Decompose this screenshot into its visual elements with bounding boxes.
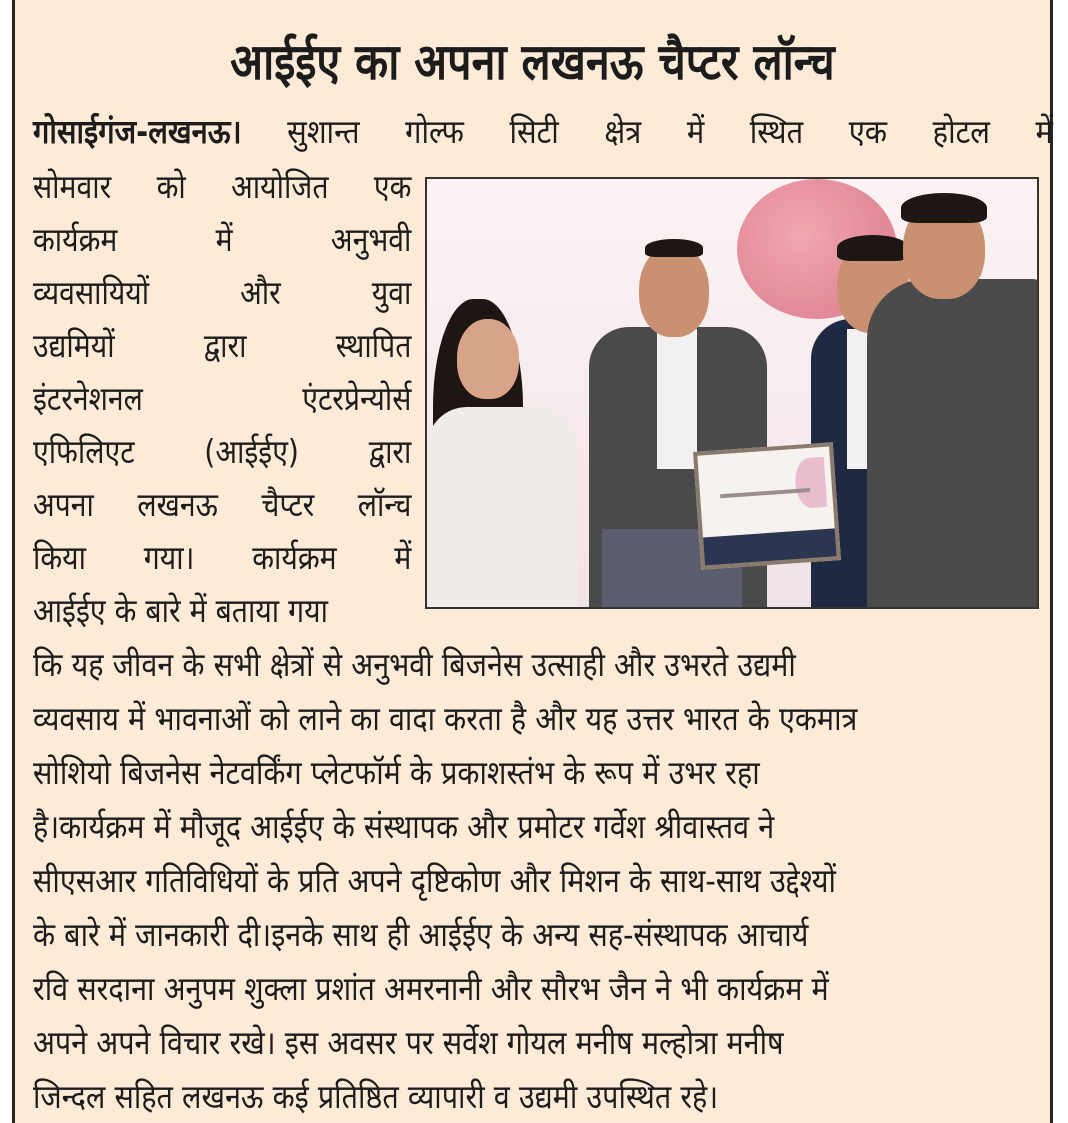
- word: सिटी: [509, 112, 559, 151]
- headline: आईईए का अपना लखनऊ चैप्टर लॉन्च: [230, 33, 835, 91]
- article-line: सीएसआर गतिविधियों के प्रति अपने दृष्टिकोण और मिशन के साथ-साथ उद्देश्यों: [33, 861, 836, 900]
- word: एफिलिएट: [33, 432, 135, 471]
- word: में: [394, 538, 412, 577]
- word: अनुभवी: [330, 220, 412, 259]
- column-line: [33, 162, 411, 212]
- word: गया।: [143, 538, 195, 577]
- person-1-face: [457, 319, 519, 399]
- word: सुशान्त: [287, 112, 360, 151]
- framed-certificate: [693, 442, 841, 569]
- word: (आईईए): [204, 432, 299, 471]
- article-first-line: [33, 107, 1053, 157]
- word: लॉन्च: [357, 485, 412, 524]
- word: सोमवार: [33, 167, 112, 206]
- word: में: [686, 112, 705, 151]
- article-line: कि यह जीवन के सभी क्षेत्रों से अनुभवी बिजनेस उत्साही और उभरते उद्यमी: [33, 645, 796, 684]
- word: कार्यक्रम: [33, 220, 118, 259]
- word: में: [1035, 112, 1053, 151]
- column-line: [33, 321, 411, 371]
- column-line: [33, 268, 411, 318]
- word: और: [240, 273, 281, 312]
- word: को: [156, 167, 186, 206]
- word: एंटरप्रेन्योर्स: [302, 379, 412, 418]
- word: अपना: [33, 485, 94, 524]
- person-2-hair: [645, 239, 703, 257]
- certificate-pink-accent: [794, 457, 827, 509]
- word: चैप्टर: [261, 485, 315, 524]
- column-line: [33, 480, 411, 530]
- word: द्वारा: [368, 432, 412, 471]
- person-2-face: [639, 245, 709, 337]
- word: किया: [33, 538, 86, 577]
- word: कार्यक्रम: [252, 538, 337, 577]
- word: व्यवसायियों: [33, 273, 150, 312]
- article-line: अपने अपने विचार रखे। इस अवसर पर सर्वेश गोयल मनीष मल्होत्रा मनीष: [33, 1023, 784, 1062]
- column-line: [33, 586, 411, 636]
- word: एक: [848, 112, 888, 151]
- column-line: [33, 215, 411, 265]
- column-line: [33, 374, 411, 424]
- word: द्वारा: [203, 326, 247, 365]
- word: में: [215, 220, 233, 259]
- certificate-folder: [703, 528, 837, 565]
- person-1-outfit: [427, 407, 577, 609]
- article-line: है।कार्यक्रम में मौजूद आईईए के संस्थापक और प्रमोटर गर्वेश श्रीवास्तव ने: [33, 807, 775, 846]
- word: क्षेत्र: [604, 112, 642, 151]
- person-2-shirt: [657, 329, 697, 469]
- article-line: जिन्दल सहित लखनऊ कई प्रतिष्ठित व्यापारी व उद्यमी उपस्थित रहे।: [33, 1077, 719, 1116]
- word: आईईए के बारे में बताया गया: [33, 591, 328, 630]
- news-photo: [425, 177, 1039, 609]
- article-line: रवि सरदाना अनुपम शुक्ला प्रशांत अमरनानी और सौरभ जैन ने भी कार्यक्रम में: [33, 969, 829, 1008]
- word: गोल्फ: [405, 112, 464, 151]
- column-line: [33, 427, 411, 477]
- person-3-hair: [837, 235, 909, 261]
- article-line: के बारे में जानकारी दी।इनके साथ ही आईईए के अन्य सह-संस्थापक आचार्य: [33, 915, 809, 954]
- word: होटल: [932, 112, 990, 151]
- newspaper-clipping: [12, 0, 1053, 1123]
- word: युवा: [371, 273, 412, 312]
- word: लखनऊ: [137, 485, 218, 524]
- word: स्थापित: [335, 326, 412, 365]
- column-line: [33, 533, 411, 583]
- word: स्थित: [749, 112, 804, 151]
- article-line: व्यवसाय में भावनाओं को लाने का वादा करता है और यह उत्तर भारत के एकमात्र: [33, 699, 858, 738]
- word: इंटरनेशनल: [33, 379, 143, 418]
- article-line: सोशियो बिजनेस नेटवर्किंग प्लेटफॉर्म के प्रकाशस्तंभ के रूप में उभर रहा: [33, 753, 760, 792]
- person-4-hair: [901, 193, 987, 223]
- word: उद्यमियों: [33, 326, 115, 365]
- word: एक: [373, 167, 412, 206]
- person-4-suit: [867, 279, 1039, 609]
- word: आयोजित: [231, 167, 329, 206]
- dateline: गोसाईगंज-लखनऊ।: [33, 112, 242, 151]
